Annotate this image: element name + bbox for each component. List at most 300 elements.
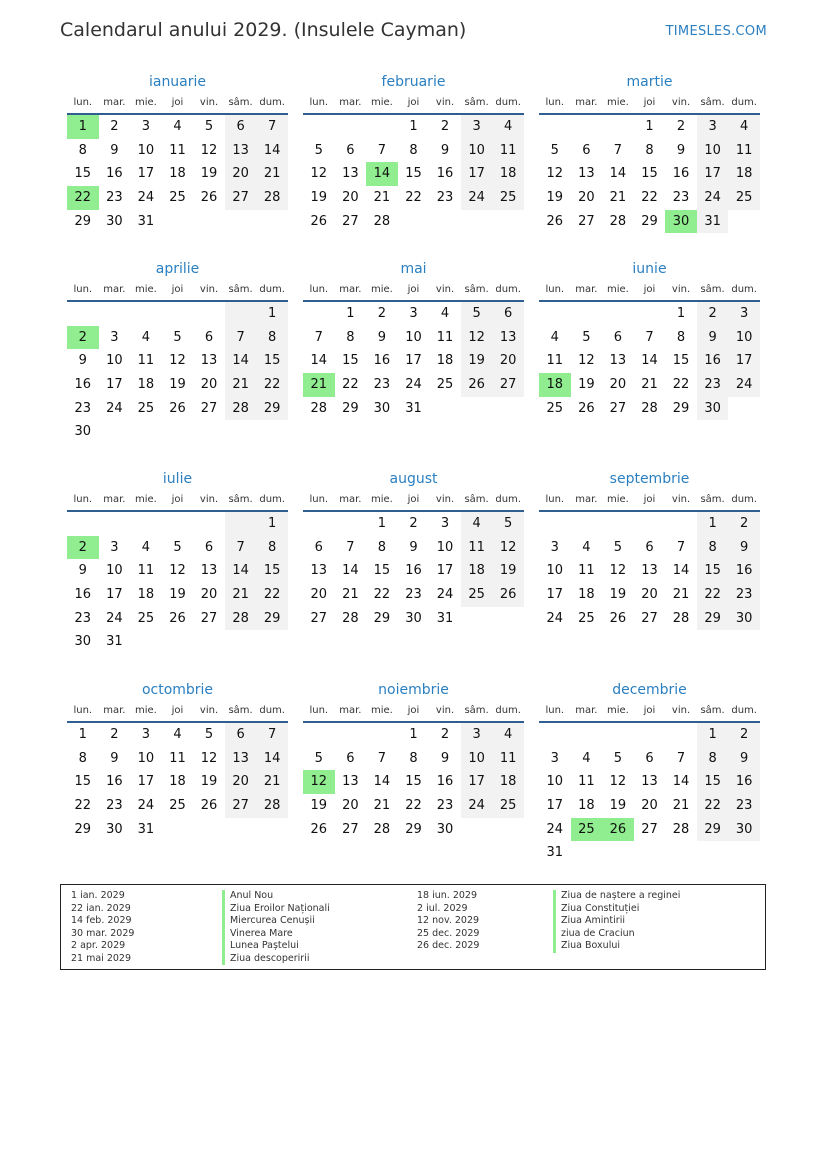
day-cell: 5 (461, 302, 493, 326)
day-grid (303, 512, 524, 630)
month-mai (303, 258, 524, 420)
day-cell: 3 (697, 115, 729, 139)
month-name: ianuarie (148, 74, 207, 90)
month-septembrie (539, 468, 760, 630)
weekday-label: joi (407, 284, 420, 295)
day-cell: 1 (256, 302, 288, 326)
legend-dates-right (417, 890, 479, 953)
day-cell: 7 (346, 539, 355, 555)
weekday-label: mie. (370, 494, 393, 505)
day-cell: 14 (256, 139, 288, 163)
month-ianuarie (67, 71, 288, 233)
day-cell-empty (225, 302, 257, 326)
day-cell: 13 (200, 563, 218, 579)
day-cell: 21 (225, 583, 257, 607)
day-cell: 13 (342, 166, 359, 182)
day-cell: 18 (137, 587, 155, 603)
day-cell: 14 (310, 353, 328, 369)
day-cell: 26 (310, 821, 328, 837)
weekday-label: sâm. (700, 494, 725, 505)
day-cell: 2 (377, 306, 387, 321)
day-cell: 13 (641, 774, 658, 790)
day-cell-empty (225, 512, 257, 536)
day-cell: 24 (137, 190, 155, 206)
day-cell: 15 (74, 166, 92, 182)
weekday-label: mie. (370, 284, 393, 295)
day-cell: 1 (645, 119, 654, 134)
day-cell: 21 (672, 587, 690, 603)
day-cell: 19 (169, 587, 186, 603)
day-cell: 16 (405, 563, 422, 579)
day-cell: 8 (346, 329, 355, 345)
day-cell: 7 (645, 329, 654, 345)
day-cell: 4 (492, 723, 524, 747)
weekday-header (303, 280, 524, 302)
day-cell: 8 (409, 750, 418, 766)
weekday-label: lun. (73, 284, 93, 295)
weekday-label: vin. (435, 97, 455, 108)
day-cell: 22 (641, 190, 658, 206)
day-cell: 11 (137, 353, 155, 369)
day-cell: 5 (204, 119, 214, 134)
day-cell: 14 (373, 774, 391, 790)
day-cell: 20 (310, 587, 328, 603)
day-cell: 11 (137, 563, 155, 579)
day-cell: 23 (436, 190, 454, 206)
day-cell: 21 (609, 190, 627, 206)
day-cell: 8 (256, 326, 288, 350)
day-cell-holiday: 25 (571, 818, 603, 842)
day-cell: 14 (342, 563, 359, 579)
day-cell: 28 (672, 610, 690, 626)
day-cell: 8 (676, 329, 686, 345)
day-cell: 11 (461, 536, 493, 560)
day-cell: 23 (106, 190, 123, 206)
day-cell: 27 (200, 400, 218, 416)
day-cell: 11 (728, 139, 760, 163)
day-cell-empty (366, 115, 398, 139)
day-cell: 20 (609, 377, 627, 393)
day-cell: 10 (137, 142, 155, 158)
day-cell: 23 (672, 190, 690, 206)
weekday-label: vin. (435, 705, 455, 716)
weekday-label: vin. (199, 494, 219, 505)
day-cell: 16 (373, 353, 391, 369)
weekday-header (67, 93, 288, 115)
day-cell: 17 (461, 162, 493, 186)
day-cell: 21 (373, 798, 391, 814)
day-cell-empty (602, 115, 634, 139)
day-grid (67, 512, 288, 654)
day-cell-empty (335, 115, 367, 139)
day-cell: 14 (641, 353, 658, 369)
day-cell: 1 (256, 512, 288, 536)
day-cell: 7 (676, 750, 686, 766)
month-name: iulie (162, 471, 193, 487)
weekday-label: sâm. (464, 284, 489, 295)
day-cell: 31 (137, 213, 155, 229)
day-cell: 19 (546, 190, 564, 206)
weekday-label: vin. (671, 705, 691, 716)
day-cell: 5 (173, 329, 182, 345)
day-cell-empty (602, 723, 634, 747)
month-februarie (303, 71, 524, 233)
day-cell: 22 (672, 377, 690, 393)
legend-date: 2 apr. 2029 (71, 940, 126, 951)
day-cell: 29 (672, 400, 690, 416)
day-cell: 7 (377, 142, 387, 158)
day-cell: 27 (609, 400, 627, 416)
weekday-label: dum. (731, 705, 757, 716)
day-cell: 17 (106, 587, 123, 603)
day-cell: 31 (436, 610, 454, 626)
day-cell: 30 (728, 818, 760, 842)
day-cell: 16 (74, 587, 92, 603)
day-cell-empty (602, 512, 634, 536)
day-cell: 15 (641, 166, 658, 182)
weekday-label: sâm. (228, 705, 253, 716)
day-cell: 1 (676, 306, 686, 321)
legend-date: 21 mai 2029 (71, 952, 132, 964)
day-cell: 13 (310, 563, 328, 579)
day-cell: 10 (461, 139, 493, 163)
day-cell: 11 (436, 329, 454, 345)
month-name: decembrie (612, 682, 687, 698)
day-cell: 30 (728, 607, 760, 631)
day-cell: 23 (74, 400, 92, 416)
day-cell: 9 (377, 329, 387, 345)
day-cell: 8 (256, 536, 288, 560)
day-cell-empty (335, 512, 367, 536)
day-grid (539, 723, 760, 865)
weekday-label: joi (643, 284, 656, 295)
day-cell: 12 (169, 563, 186, 579)
day-grid (67, 115, 288, 233)
day-cell: 31 (106, 634, 123, 650)
legend-date: 22 ian. 2029 (71, 902, 131, 914)
day-grid (303, 723, 524, 841)
day-cell: 29 (74, 213, 92, 229)
day-cell: 2 (728, 512, 760, 536)
day-cell: 5 (582, 329, 591, 345)
day-cell: 25 (492, 186, 524, 210)
day-cell: 19 (200, 166, 218, 182)
month-name: mai (400, 261, 427, 277)
day-cell: 14 (256, 747, 288, 771)
day-cell: 26 (200, 798, 218, 814)
day-cell: 1 (697, 512, 729, 536)
day-cell: 31 (137, 821, 155, 837)
day-cell: 3 (110, 539, 119, 555)
day-cell: 23 (373, 377, 391, 393)
day-cell: 3 (728, 302, 760, 326)
day-cell: 2 (676, 119, 686, 134)
day-cell-empty (335, 723, 367, 747)
day-cell-empty (366, 723, 398, 747)
day-cell: 17 (546, 587, 564, 603)
day-cell: 8 (78, 750, 87, 766)
day-cell-empty (634, 512, 666, 536)
day-cell: 16 (436, 774, 454, 790)
month-name: august (389, 471, 438, 487)
weekday-label: sâm. (700, 284, 725, 295)
day-cell-empty (193, 512, 225, 536)
weekday-header (303, 93, 524, 115)
weekday-label: mie. (134, 705, 157, 716)
day-cell-holiday: 2 (67, 326, 99, 350)
day-cell: 3 (461, 723, 493, 747)
legend-date: 14 feb. 2029 (71, 915, 132, 926)
day-cell: 12 (492, 536, 524, 560)
day-cell: 15 (256, 349, 288, 373)
day-cell: 15 (697, 770, 729, 794)
day-cell: 22 (697, 794, 729, 818)
day-cell: 9 (409, 539, 418, 555)
day-cell: 10 (436, 539, 454, 555)
month-iulie (67, 468, 288, 654)
legend-names-right (553, 890, 680, 953)
day-cell: 27 (342, 213, 359, 229)
legend-holiday-name: Ziua Constituției (553, 903, 680, 916)
weekday-label: dum. (731, 494, 757, 505)
weekday-label: dum. (495, 494, 521, 505)
day-cell: 18 (578, 798, 595, 814)
day-cell: 1 (78, 727, 87, 742)
day-cell: 13 (342, 774, 359, 790)
day-cell-empty (99, 302, 131, 326)
day-cell: 7 (225, 536, 257, 560)
day-cell: 5 (492, 512, 524, 536)
day-cell: 17 (728, 349, 760, 373)
day-cell: 11 (492, 139, 524, 163)
weekday-label: lun. (309, 97, 329, 108)
day-cell: 15 (74, 774, 92, 790)
weekday-label: mar. (575, 705, 598, 716)
day-cell: 17 (137, 774, 155, 790)
weekday-label: dum. (495, 705, 521, 716)
day-cell: 10 (137, 750, 155, 766)
day-cell: 30 (106, 213, 123, 229)
day-cell: 9 (78, 563, 87, 579)
day-cell: 18 (169, 166, 186, 182)
month-iunie (539, 258, 760, 420)
weekday-label: sâm. (228, 284, 253, 295)
day-cell: 31 (546, 845, 564, 861)
brand-logo[interactable]: TIMESLES.COM (665, 24, 767, 39)
legend-holiday-name: Anul Nou (222, 890, 330, 903)
day-cell: 6 (225, 723, 257, 747)
day-cell: 23 (106, 798, 123, 814)
day-cell: 5 (550, 142, 559, 158)
weekday-label: mar. (103, 284, 126, 295)
day-cell: 22 (256, 583, 288, 607)
legend-names-left (222, 890, 330, 965)
day-cell: 17 (461, 770, 493, 794)
day-cell: 26 (546, 213, 564, 229)
day-cell-empty (303, 723, 335, 747)
weekday-header (539, 280, 760, 302)
day-cell: 20 (225, 162, 257, 186)
day-cell: 10 (546, 563, 564, 579)
day-cell: 26 (609, 610, 627, 626)
day-cell: 2 (728, 723, 760, 747)
day-cell: 27 (578, 213, 595, 229)
day-cell: 30 (74, 424, 92, 440)
day-cell: 1 (377, 516, 387, 531)
legend-holiday-name: Ziua descoperirii (222, 953, 330, 966)
day-grid (67, 302, 288, 444)
day-cell: 10 (546, 774, 564, 790)
day-cell: 1 (409, 119, 418, 134)
day-cell: 24 (405, 377, 422, 393)
day-cell: 21 (225, 373, 257, 397)
day-grid (539, 115, 760, 233)
day-cell: 29 (373, 610, 391, 626)
day-cell: 24 (546, 610, 564, 626)
month-name: aprilie (155, 261, 200, 277)
day-cell: 5 (613, 750, 623, 766)
day-cell: 14 (225, 559, 257, 583)
weekday-header (539, 93, 760, 115)
day-cell: 22 (74, 798, 92, 814)
weekday-header (67, 490, 288, 512)
day-cell: 13 (609, 353, 627, 369)
day-cell-empty (130, 302, 162, 326)
weekday-label: sâm. (464, 97, 489, 108)
day-cell: 21 (256, 770, 288, 794)
day-cell: 7 (314, 329, 323, 345)
month-name: octombrie (141, 682, 214, 698)
day-grid (303, 115, 524, 233)
day-cell: 6 (613, 329, 623, 345)
weekday-label: lun. (309, 284, 329, 295)
day-cell: 19 (492, 559, 524, 583)
day-cell: 27 (492, 373, 524, 397)
day-cell: 16 (106, 166, 123, 182)
weekday-label: mar. (339, 97, 362, 108)
day-cell: 29 (342, 400, 359, 416)
day-cell: 29 (256, 397, 288, 421)
day-cell: 29 (256, 607, 288, 631)
day-cell: 3 (110, 329, 119, 345)
day-cell: 14 (225, 349, 257, 373)
legend-holiday-name: Ziua de naștere a reginei (553, 890, 680, 903)
day-cell: 6 (314, 539, 323, 555)
day-cell: 20 (200, 587, 218, 603)
day-cell: 17 (697, 162, 729, 186)
day-cell: 25 (546, 400, 564, 416)
day-cell: 11 (578, 563, 595, 579)
day-cell: 22 (342, 377, 359, 393)
legend-date: 1 ian. 2029 (71, 890, 125, 901)
legend-date: 18 iun. 2029 (417, 890, 478, 901)
weekday-label: mar. (339, 494, 362, 505)
day-cell: 16 (74, 377, 92, 393)
day-cell: 11 (169, 142, 186, 158)
day-cell: 3 (440, 516, 450, 531)
day-cell: 13 (200, 353, 218, 369)
day-cell: 7 (225, 326, 257, 350)
weekday-label: joi (407, 705, 420, 716)
day-cell: 10 (106, 353, 123, 369)
day-cell: 24 (436, 587, 454, 603)
day-cell: 4 (173, 119, 182, 134)
weekday-label: sâm. (700, 97, 725, 108)
day-cell: 24 (697, 186, 729, 210)
day-cell: 26 (169, 400, 186, 416)
day-cell: 18 (436, 353, 454, 369)
day-cell: 23 (728, 583, 760, 607)
day-cell: 11 (169, 750, 186, 766)
day-cell: 8 (645, 142, 654, 158)
day-cell: 2 (697, 302, 729, 326)
day-cell: 26 (492, 583, 524, 607)
day-cell: 25 (578, 610, 595, 626)
day-cell: 8 (697, 536, 729, 560)
day-cell: 18 (492, 162, 524, 186)
weekday-label: sâm. (228, 97, 253, 108)
weekday-label: joi (643, 494, 656, 505)
day-cell-holiday: 2 (67, 536, 99, 560)
day-cell: 24 (106, 400, 123, 416)
day-cell: 4 (461, 512, 493, 536)
day-cell-empty (303, 115, 335, 139)
day-cell: 27 (342, 821, 359, 837)
day-cell: 29 (697, 607, 729, 631)
day-cell-empty (162, 512, 194, 536)
day-cell: 28 (373, 821, 391, 837)
weekday-label: joi (171, 97, 184, 108)
day-cell: 24 (137, 798, 155, 814)
day-cell: 26 (169, 610, 186, 626)
day-cell: 3 (141, 727, 151, 742)
day-cell: 17 (405, 353, 422, 369)
day-cell: 14 (672, 774, 690, 790)
day-cell: 12 (310, 166, 328, 182)
day-cell: 15 (373, 563, 391, 579)
day-cell: 6 (346, 750, 355, 766)
day-cell: 24 (546, 821, 564, 837)
day-cell-holiday: 21 (303, 373, 335, 397)
day-cell: 27 (641, 610, 658, 626)
day-cell: 21 (373, 190, 391, 206)
day-cell: 8 (409, 142, 418, 158)
day-cell: 16 (728, 559, 760, 583)
month-name: noiembrie (378, 682, 449, 698)
day-cell-empty (539, 302, 571, 326)
day-cell: 30 (697, 397, 729, 421)
day-cell: 25 (461, 583, 493, 607)
day-grid (539, 512, 760, 630)
month-octombrie (67, 679, 288, 841)
day-cell: 2 (409, 516, 418, 531)
day-cell: 2 (110, 119, 119, 134)
day-cell: 13 (225, 139, 257, 163)
day-cell: 25 (169, 190, 186, 206)
day-cell: 10 (405, 329, 422, 345)
day-cell: 22 (373, 587, 391, 603)
day-cell: 26 (578, 400, 595, 416)
day-cell-empty (665, 512, 697, 536)
day-cell: 7 (256, 723, 288, 747)
legend-holiday-name: Ziua Amintirii (553, 915, 680, 928)
day-cell: 6 (204, 539, 214, 555)
day-cell-holiday: 26 (602, 818, 634, 842)
day-cell: 11 (492, 747, 524, 771)
day-cell-empty (571, 723, 603, 747)
legend-date: 2 iul. 2029 (417, 902, 468, 914)
day-cell: 20 (225, 770, 257, 794)
